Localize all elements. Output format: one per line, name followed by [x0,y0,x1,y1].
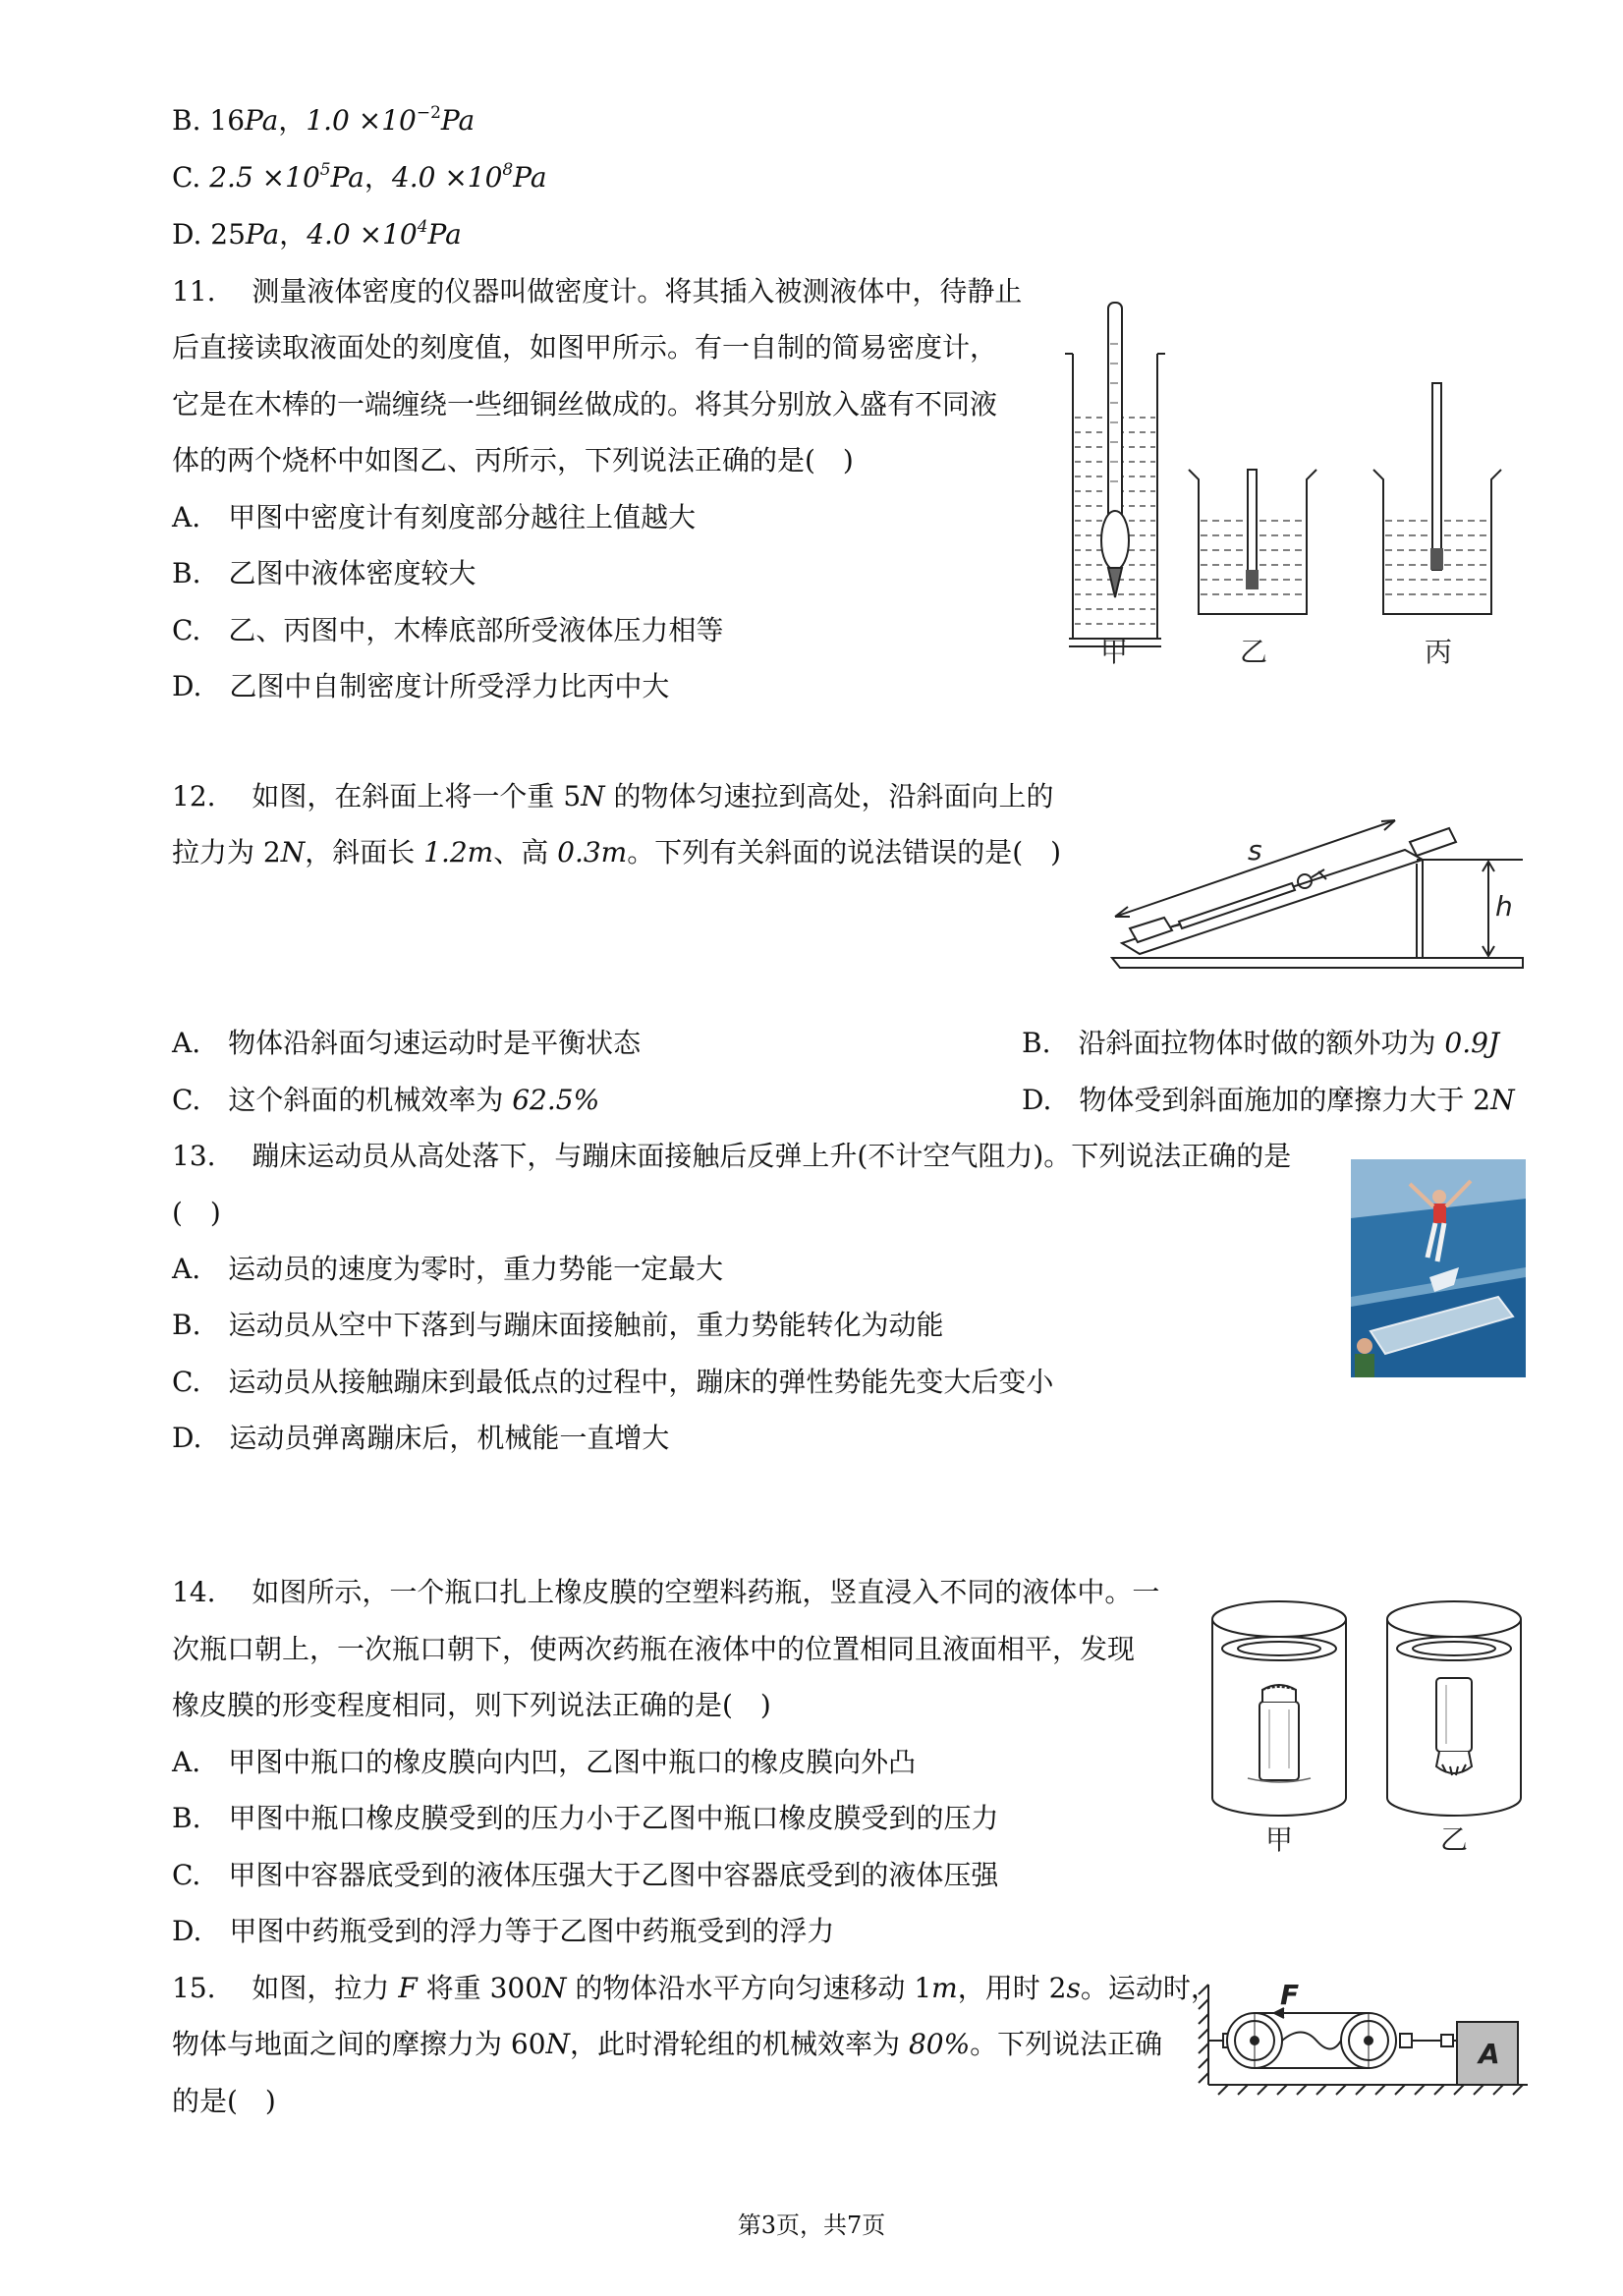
q11-option-d: D. 乙图中自制密度计所受浮力比丙中大 [172,670,670,702]
page-footer: 第3页，共7页 [737,2212,886,2239]
q10-option-c: C. $2.5 \times 10^5Pa$，$4.0 \times 10^8Pa$ [172,160,547,194]
fig-label-bing: 丙 [1425,636,1453,668]
fig-label-jia: 甲 [1100,636,1129,668]
hydrometer [1101,303,1129,597]
q11-option-b: B. 乙图中液体密度较大 [172,557,476,589]
q13-option-a: A. 运动员的速度为零时，重力势能一定最大 [172,1253,724,1285]
q10-option-b: B. 16Pa，$1.0 \times 10^{-2}Pa$ [172,103,476,137]
q10-option-d: D. 25Pa，$4.0 \times 10^4Pa$ [172,217,462,251]
q12-option-a: A. 物体沿斜面匀速运动时是平衡状态 [172,1027,642,1059]
q12-stem-line: 拉力为 2N，斜面长 1.2m、高 0.3m。下列有关斜面的说法错误的是( ) [172,836,1062,868]
q15-stem-line: 15. 如图，拉力 F 将重 300N 的物体沿水平方向匀速移动 1m，用时 2s。运动时， [172,1972,1218,2004]
fig-label-yi: 乙 [1240,636,1268,668]
q11-option-c: C. 乙、丙图中，木棒底部所受液体压力相等 [172,614,724,646]
q12-option-d: D. 物体受到斜面施加的摩擦力大于 2N [1022,1084,1515,1116]
fig-label-jia: 甲 [1265,1823,1294,1856]
fig-label-F: F [1280,1979,1300,2011]
q14-option-b: B. 甲图中瓶口橡皮膜受到的压力小于乙图中瓶口橡皮膜受到的压力 [172,1802,999,1834]
q14-option-c: C. 甲图中容器底受到的液体压强大于乙图中容器底受到的液体压强 [172,1859,999,1891]
q13-option-c: C. 运动员从接触蹦床到最低点的过程中，蹦床的弹性势能先变大后变小 [172,1366,1054,1398]
incline-figure [1110,781,1533,978]
q12-option-c: C. 这个斜面的机械效率为 62.5% [172,1084,600,1116]
fig-label-s: s [1248,834,1262,867]
q13-option-d: D. 运动员弹离蹦床后，机械能一直增大 [172,1422,670,1454]
q11-stem-line: 体的两个烧杯中如图乙、丙所示，下列说法正确的是( ) [172,444,854,476]
fig-label-A: A [1479,2038,1500,2070]
q14-stem-line: 橡皮膜的形变程度相同，则下列说法正确的是( ) [172,1689,771,1721]
q14-stem-line: 次瓶口朝上，一次瓶口朝下，使两次药瓶在液体中的位置相同且液面相平，发现 [172,1633,1136,1665]
pulley-figure [1194,1975,1533,2102]
fig-label-h: h [1495,890,1513,923]
trampoline-photo [1351,1159,1526,1377]
wooden-stick-bing [1432,383,1441,570]
q13-stem-line: 13. 蹦床运动员从高处落下，与蹦床面接触后反弹上升(不计空气阻力)。下列说法正确的是 [172,1140,1292,1172]
q14-option-a: A. 甲图中瓶口的橡皮膜向内凹，乙图中瓶口的橡皮膜向外凸 [172,1746,917,1778]
q13-option-b: B. 运动员从空中下落到与蹦床面接触前，重力势能转化为动能 [172,1309,944,1341]
q12-option-b: B. 沿斜面拉物体时做的额外功为 0.9J [1022,1027,1500,1059]
medicine-bottle-figure [1208,1592,1533,1862]
hydrometer-figure [1061,285,1552,688]
q11-stem-line: 后直接读取液面处的刻度值，如图甲所示。有一自制的简易密度计， [172,331,998,364]
q14-option-d: D. 甲图中药瓶受到的浮力等于乙图中药瓶受到的浮力 [172,1915,835,1947]
q15-stem-line: 物体与地面之间的摩擦力为 60N，此时滑轮组的机械效率为 80%。下列说法正确 [172,2028,1163,2060]
q11-option-a: A. 甲图中密度计有刻度部分越往上值越大 [172,501,697,533]
q11-stem-line: 11. 测量液体密度的仪器叫做密度计。将其插入被测液体中，待静止 [172,275,1023,308]
q14-stem-line: 14. 如图所示，一个瓶口扎上橡皮膜的空塑料药瓶，竖直浸入不同的液体中。一 [172,1576,1160,1608]
q15-stem-line: 的是( ) [172,2085,276,2117]
q13-stem-line: ( ) [172,1197,221,1229]
q11-stem-line: 它是在木棒的一端缠绕一些细铜丝做成的。将其分别放入盛有不同液 [172,388,998,420]
fig-label-yi: 乙 [1440,1823,1469,1856]
q12-stem-line: 12. 如图，在斜面上将一个重 5N 的物体匀速拉到高处，沿斜面向上的 [172,780,1054,812]
